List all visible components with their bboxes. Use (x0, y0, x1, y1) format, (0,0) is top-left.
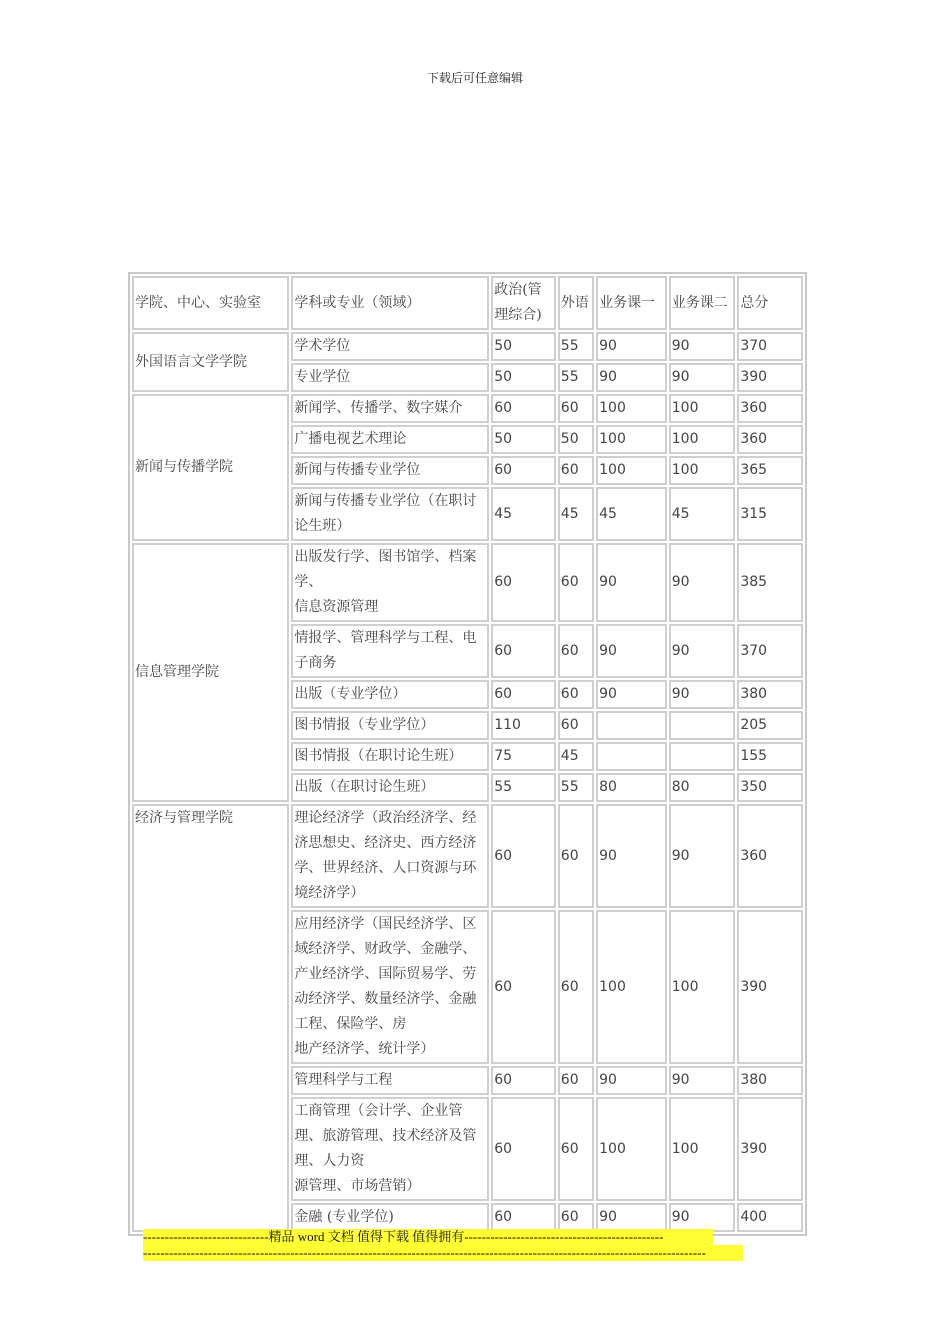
foreign-cell: 60 (558, 1066, 594, 1095)
course2-cell: 90 (669, 680, 736, 709)
course1-cell: 90 (596, 543, 667, 622)
politics-cell: 55 (491, 773, 556, 802)
total-cell: 315 (737, 487, 803, 541)
foreign-cell: 60 (558, 456, 594, 485)
politics-cell: 60 (491, 680, 556, 709)
total-cell: 350 (737, 773, 803, 802)
course1-cell: 90 (596, 332, 667, 361)
major-cell: 管理科学与工程 (291, 1066, 489, 1095)
course1-cell: 45 (596, 487, 667, 541)
total-cell: 400 (737, 1203, 803, 1232)
course1-cell: 90 (596, 1203, 667, 1232)
total-cell: 360 (737, 394, 803, 423)
table-row (132, 332, 803, 361)
major-cell: 出版发行学、图书馆学、档案学、 信息资源管理 (291, 543, 489, 622)
total-cell: 360 (737, 425, 803, 454)
total-cell: 205 (737, 711, 803, 740)
major-cell: 广播电视艺术理论 (291, 425, 489, 454)
foreign-cell: 60 (558, 1203, 594, 1232)
course2-cell: 100 (669, 910, 736, 1064)
major-cell: 图书情报（专业学位） (291, 711, 489, 740)
foreign-cell: 60 (558, 624, 594, 678)
politics-cell: 60 (491, 1097, 556, 1201)
politics-cell: 45 (491, 487, 556, 541)
college-cell: 经济与管理学院 (132, 804, 289, 1232)
footer-banner (143, 1229, 743, 1261)
course1-cell: 90 (596, 680, 667, 709)
major-cell: 新闻学、传播学、数字媒介 (291, 394, 489, 423)
course2-cell: 90 (669, 804, 736, 908)
course2-cell: 80 (669, 773, 736, 802)
col-header-course1: 业务课一 (596, 276, 667, 330)
major-cell: 出版（在职讨论生班） (291, 773, 489, 802)
course2-cell: 100 (669, 394, 736, 423)
politics-cell: 50 (491, 425, 556, 454)
course2-cell: 90 (669, 363, 736, 392)
table-row (132, 543, 803, 622)
course1-cell: 100 (596, 910, 667, 1064)
foreign-cell: 50 (558, 425, 594, 454)
course2-cell: 100 (669, 425, 736, 454)
foreign-cell: 45 (558, 742, 594, 771)
total-cell: 390 (737, 1097, 803, 1201)
course2-cell: 100 (669, 1097, 736, 1201)
major-cell: 图书情报（在职讨论生班） (291, 742, 489, 771)
course1-cell: 100 (596, 456, 667, 485)
download-note: 下载后可任意编辑 (426, 71, 523, 85)
politics-cell: 50 (491, 363, 556, 392)
col-header-total: 总分 (737, 276, 803, 330)
major-cell: 理论经济学（政治经济学、经济思想史、经济史、西方经济学、世界经济、人口资源与环境经济学） (291, 804, 489, 908)
course2-cell: 90 (669, 543, 736, 622)
foreign-cell: 60 (558, 711, 594, 740)
total-cell: 380 (737, 1066, 803, 1095)
politics-cell: 60 (491, 804, 556, 908)
course1-cell (596, 711, 667, 740)
score-table (128, 272, 807, 1236)
major-cell: 新闻与传播专业学位 (291, 456, 489, 485)
total-cell: 360 (737, 804, 803, 908)
total-cell: 365 (737, 456, 803, 485)
politics-cell: 60 (491, 624, 556, 678)
politics-cell: 110 (491, 711, 556, 740)
course1-cell: 100 (596, 1097, 667, 1201)
col-header-major: 学科或专业（领域） (291, 276, 489, 330)
major-cell: 出版（专业学位） (291, 680, 489, 709)
table-row (132, 394, 803, 423)
course1-cell: 90 (596, 1066, 667, 1095)
politics-cell: 60 (491, 1066, 556, 1095)
course1-cell: 100 (596, 394, 667, 423)
table-row (132, 804, 803, 908)
header-row (132, 276, 803, 330)
course2-cell: 100 (669, 456, 736, 485)
foreign-cell: 55 (558, 773, 594, 802)
col-header-course2: 业务课二 (669, 276, 736, 330)
college-cell: 外国语言文学学院 (132, 332, 289, 392)
course1-cell: 90 (596, 363, 667, 392)
course1-cell: 90 (596, 624, 667, 678)
total-cell: 390 (737, 910, 803, 1064)
politics-cell: 60 (491, 1203, 556, 1232)
col-header-politics: 政治(管理综合) (491, 276, 556, 330)
foreign-cell: 60 (558, 394, 594, 423)
foreign-cell: 60 (558, 680, 594, 709)
course2-cell (669, 742, 736, 771)
course1-cell (596, 742, 667, 771)
col-header-college: 学院、中心、实验室 (132, 276, 289, 330)
college-cell: 信息管理学院 (132, 543, 289, 802)
course2-cell: 90 (669, 1066, 736, 1095)
foreign-cell: 45 (558, 487, 594, 541)
course2-cell: 45 (669, 487, 736, 541)
total-cell: 380 (737, 680, 803, 709)
total-cell: 370 (737, 332, 803, 361)
col-header-foreign: 外语 (558, 276, 594, 330)
total-cell: 390 (737, 363, 803, 392)
major-cell: 工商管理（会计学、企业管理、旅游管理、技术经济及管理、人力资 源管理、市场营销） (291, 1097, 489, 1201)
course2-cell (669, 711, 736, 740)
course2-cell: 90 (669, 624, 736, 678)
major-cell: 应用经济学（国民经济学、区域经济学、财政学、金融学、产业经济学、国际贸易学、劳动经济学、数量经济学、金融工程、保险学、房 地产经济学、统计学） (291, 910, 489, 1064)
politics-cell: 60 (491, 394, 556, 423)
course1-cell: 90 (596, 804, 667, 908)
politics-cell: 50 (491, 332, 556, 361)
course1-cell: 80 (596, 773, 667, 802)
table-body (132, 332, 803, 1232)
total-cell: 385 (737, 543, 803, 622)
major-cell: 专业学位 (291, 363, 489, 392)
foreign-cell: 60 (558, 543, 594, 622)
major-cell: 金融 (专业学位) (291, 1203, 489, 1232)
course2-cell: 90 (669, 1203, 736, 1232)
course1-cell: 100 (596, 425, 667, 454)
politics-cell: 60 (491, 456, 556, 485)
major-cell: 情报学、管理科学与工程、电子商务 (291, 624, 489, 678)
politics-cell: 75 (491, 742, 556, 771)
major-cell: 新闻与传播专业学位（在职讨论生班） (291, 487, 489, 541)
foreign-cell: 55 (558, 332, 594, 361)
college-cell: 新闻与传播学院 (132, 394, 289, 541)
politics-cell: 60 (491, 543, 556, 622)
footer-line-1: -----------------------------精品 word 文档 值得下载 值得拥有---------------------------------------------- (143, 1229, 713, 1245)
course2-cell: 90 (669, 332, 736, 361)
footer-line-2: ---------------------------------------------------------------------------------------------------------------------------------- (143, 1245, 743, 1261)
foreign-cell: 60 (558, 804, 594, 908)
major-cell: 学术学位 (291, 332, 489, 361)
total-cell: 370 (737, 624, 803, 678)
politics-cell: 60 (491, 910, 556, 1064)
foreign-cell: 60 (558, 910, 594, 1064)
foreign-cell: 55 (558, 363, 594, 392)
total-cell: 155 (737, 742, 803, 771)
foreign-cell: 60 (558, 1097, 594, 1201)
